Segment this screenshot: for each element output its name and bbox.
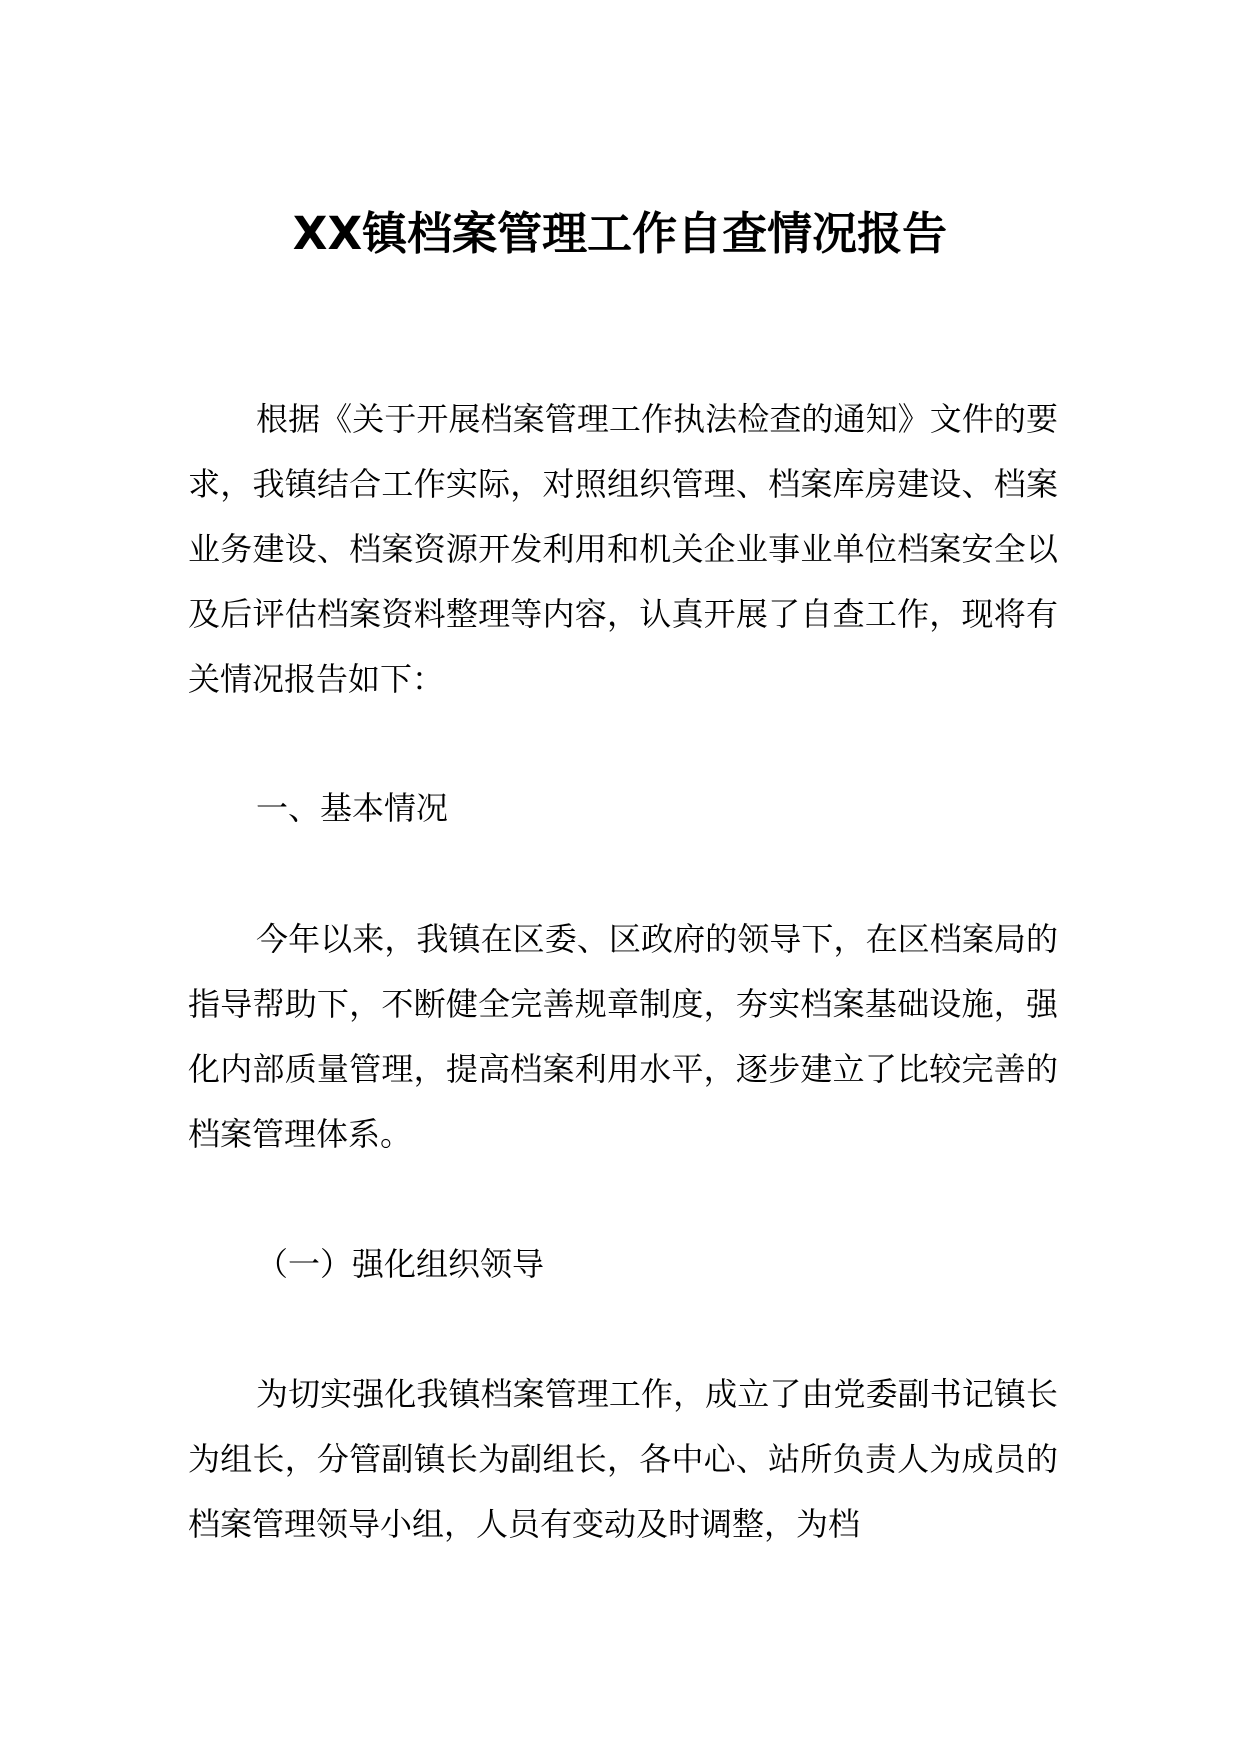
leadership-paragraph: 为切实强化我镇档案管理工作，成立了由党委副书记镇长为组长，分管副镇长为副组长，各中心、站所负责人为成员的档案管理领导小组，人员有变动及时调整，为档 [188,1375,1058,1543]
section-heading-basic-situation: 一、基本情况 [256,789,449,827]
basic-situation-paragraph: 今年以来，我镇在区委、区政府的领导下，在区档案局的指导帮助下，不断健全完善规章制度，夯实档案基础设施，强化内部质量管理，提高档案利用水平，逐步建立了比较完善的档案管理体系。 [188,920,1058,1153]
document-title: XX镇档案管理工作自查情况报告 [292,207,948,260]
intro-paragraph: 根据《关于开展档案管理工作执法检查的通知》文件的要求，我镇结合工作实际，对照组织管理、档案库房建设、档案业务建设、档案资源开发利用和机关企业事业单位档案安全以及后评估档案资料整理等内容，认真开展了自查工作，现将有关情况报告如下： [188,400,1058,698]
subsection-heading-leadership: （一）强化组织领导 [256,1245,545,1283]
